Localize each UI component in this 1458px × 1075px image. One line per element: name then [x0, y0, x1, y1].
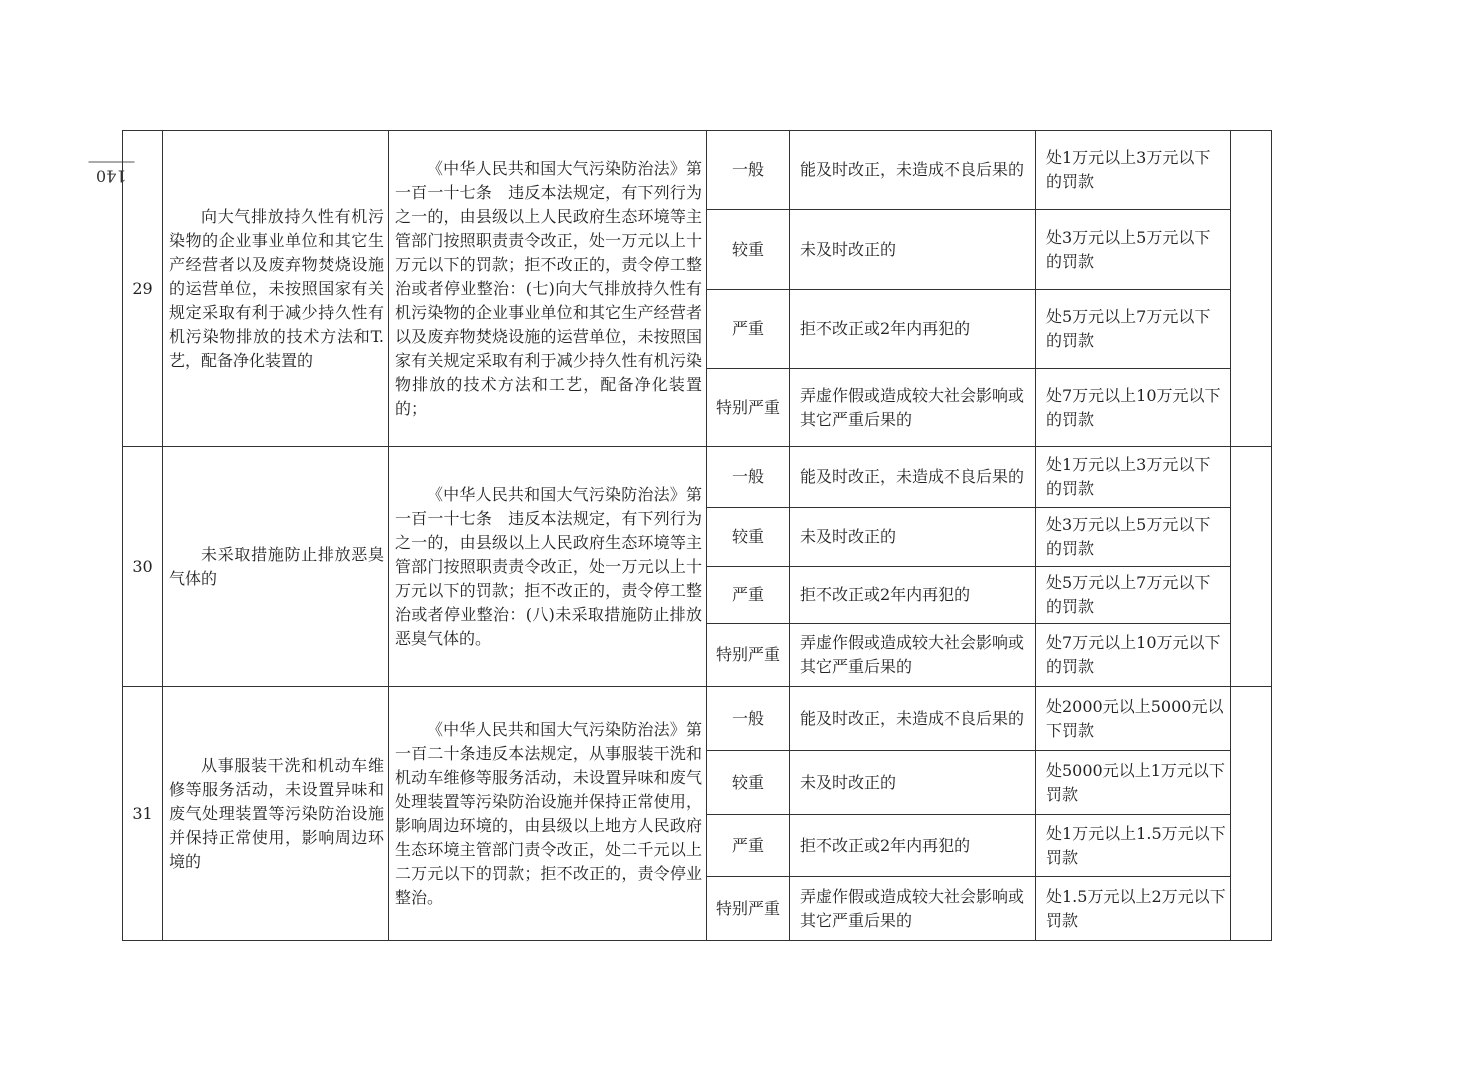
- penalty-standard: 处5000元以上1万元以下罚款: [1036, 751, 1231, 815]
- penalty-standard: 处2000元以上5000元以下罚款: [1036, 687, 1231, 751]
- penalty-standard: 处1万元以上3万元以下的罚款: [1036, 131, 1231, 210]
- violation-circumstance: 能及时改正，未造成不良后果的: [790, 447, 1036, 508]
- page-number: 140: [89, 162, 135, 189]
- legal-basis: 《中华人民共和国大气污染防治法》第一百二十条违反本法规定，从事服装干洗和机动车维修等服务活动，未设置异味和废气处理装置等污染防治设施并保持正常使用，影响周边环境的，由县级以上地方人民政府生态环境主管部门责令改正，处二千元以上二万元以下的罚款；拒不改正的，责令停业整治。: [389, 687, 707, 941]
- penalty-standard: 处7万元以上10万元以下的罚款: [1036, 624, 1231, 687]
- violation-circumstance: 拒不改正或2年内再犯的: [790, 290, 1036, 369]
- penalty-standard: 处3万元以上5万元以下的罚款: [1036, 210, 1231, 290]
- penalty-discretion-table: [122, 130, 1272, 941]
- severity-level: 较重: [707, 210, 790, 290]
- violation-circumstance: 弄虚作假或造成较大社会影响或其它严重后果的: [790, 624, 1036, 687]
- remarks-cell: [1231, 131, 1272, 447]
- penalty-standard: 处1万元以上3万元以下的罚款: [1036, 447, 1231, 508]
- penalty-standard: 处7万元以上10万元以下的罚款: [1036, 369, 1231, 447]
- severity-level: 较重: [707, 508, 790, 567]
- violation-circumstance: 能及时改正，未造成不良后果的: [790, 687, 1036, 751]
- severity-level: 特别严重: [707, 877, 790, 941]
- severity-level: 严重: [707, 290, 790, 369]
- violation-circumstance: 未及时改正的: [790, 210, 1036, 290]
- penalty-standard: 处1万元以上1.5万元以下罚款: [1036, 815, 1231, 877]
- severity-level: 特别严重: [707, 624, 790, 687]
- severity-level: 一般: [707, 131, 790, 210]
- item-number: 30: [123, 447, 163, 687]
- violation-circumstance: 未及时改正的: [790, 508, 1036, 567]
- legal-basis: 《中华人民共和国大气污染防治法》第一百一十七条 违反本法规定，有下列行为之一的，由县级以上人民政府生态环境等主管部门按照职责责令改正，处一万元以上十万元以下的罚款；拒不改正的，责令停工整治或者停业整治：(八)未采取措施防止排放恶臭气体的。: [389, 447, 707, 687]
- violation-circumstance: 未及时改正的: [790, 751, 1036, 815]
- violation-behavior: 从事服装干洗和机动车维修等服务活动，未设置异味和废气处理装置等污染防治设施并保持正常使用，影响周边环境的: [163, 687, 389, 941]
- violation-circumstance: 拒不改正或2年内再犯的: [790, 567, 1036, 624]
- violation-circumstance: 弄虚作假或造成较大社会影响或其它严重后果的: [790, 369, 1036, 447]
- item-number: 29: [123, 131, 163, 447]
- severity-level: 较重: [707, 751, 790, 815]
- remarks-cell: [1231, 687, 1272, 941]
- penalty-standard: 处1.5万元以上2万元以下罚款: [1036, 877, 1231, 941]
- table-row: [123, 131, 1272, 210]
- violation-behavior: 未采取措施防止排放恶臭气体的: [163, 447, 389, 687]
- table-row: [123, 687, 1272, 751]
- penalty-standard: 处5万元以上7万元以下的罚款: [1036, 290, 1231, 369]
- violation-circumstance: 拒不改正或2年内再犯的: [790, 815, 1036, 877]
- table-row: [123, 447, 1272, 508]
- item-number: 31: [123, 687, 163, 941]
- severity-level: 一般: [707, 687, 790, 751]
- penalty-standard: 处3万元以上5万元以下的罚款: [1036, 508, 1231, 567]
- severity-level: 一般: [707, 447, 790, 508]
- remarks-cell: [1231, 447, 1272, 687]
- violation-circumstance: 能及时改正，未造成不良后果的: [790, 131, 1036, 210]
- penalty-standard: 处5万元以上7万元以下的罚款: [1036, 567, 1231, 624]
- violation-circumstance: 弄虚作假或造成较大社会影响或其它严重后果的: [790, 877, 1036, 941]
- severity-level: 严重: [707, 567, 790, 624]
- severity-level: 特别严重: [707, 369, 790, 447]
- legal-basis: 《中华人民共和国大气污染防治法》第一百一十七条 违反本法规定，有下列行为之一的，由县级以上人民政府生态环境等主管部门按照职责责令改正，处一万元以上十万元以下的罚款；拒不改正的，责令停工整治或者停业整治：(七)向大气排放持久性有机污染物的企业事业单位和其它生产经营者以及废弃物焚烧设施的运营单位，未按照国家有关规定采取有利于减少持久性有机污染物排放的技术方法和工艺，配备净化装置的；: [389, 131, 707, 447]
- severity-level: 严重: [707, 815, 790, 877]
- violation-behavior: 向大气排放持久性有机污染物的企业事业单位和其它生产经营者以及废弃物焚烧设施的运营单位，未按照国家有关规定采取有利于减少持久性有机污染物排放的技术方法和T.艺，配备净化装置的: [163, 131, 389, 447]
